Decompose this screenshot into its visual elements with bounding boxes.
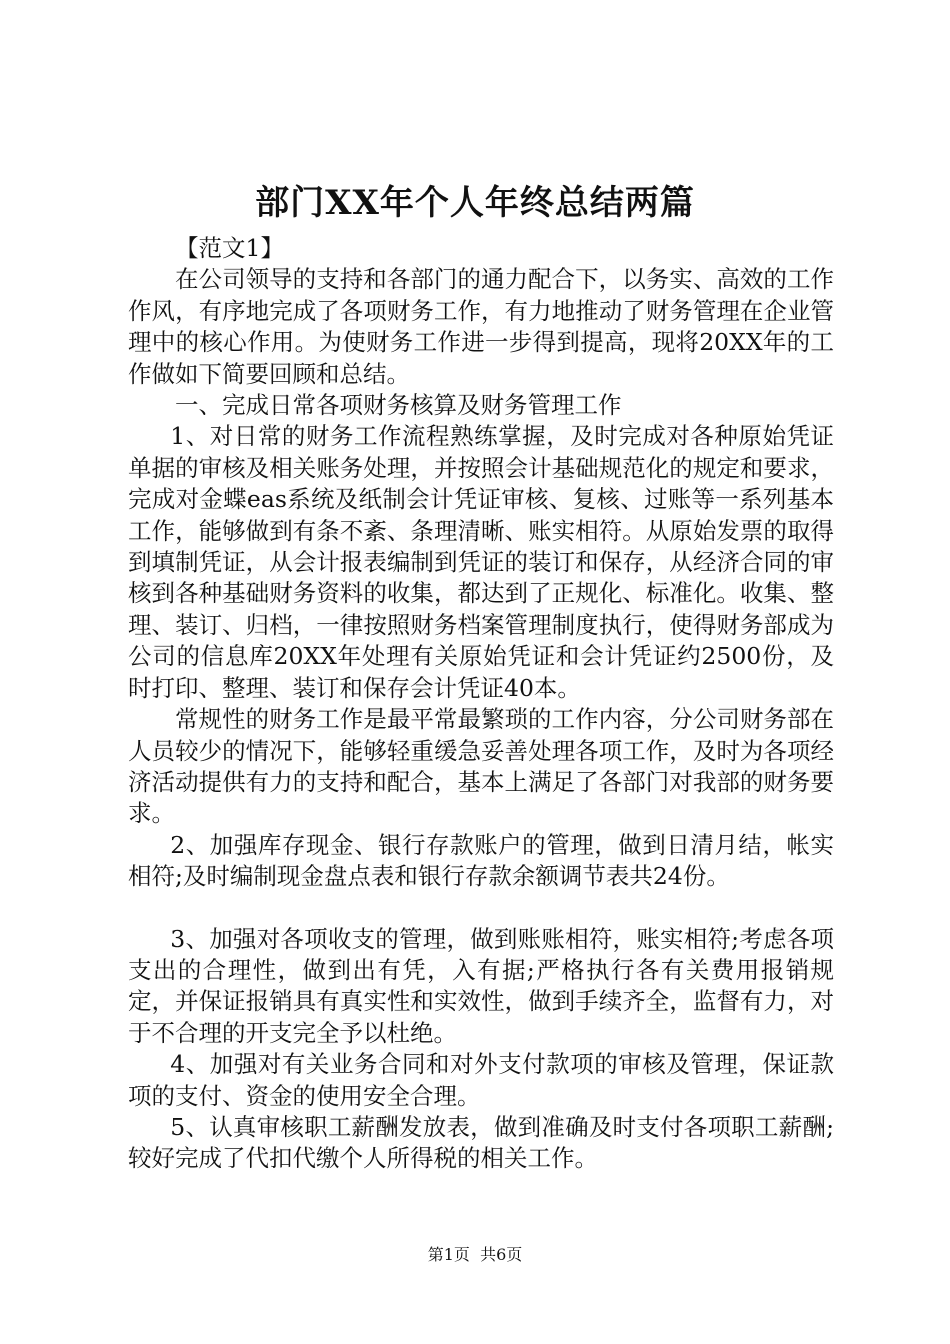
page-footer: 第1页 共6页 bbox=[427, 1245, 523, 1264]
item-4-paragraph: 4、加强对有关业务合同和对外支付款项的审核及管理，保证款项的支付、资金的使用安全合理。 bbox=[128, 1050, 834, 1110]
item-1-paragraph: 1、对日常的财务工作流程熟练掌握，及时完成对各种原始凭证单据的审核及相关账务处理，并按照会计基础规范化的规定和要求，完成对金蝶eas系统及纸制会计凭证审核、复核、过账等一系列基本工作，能够做到有条不紊、条理清晰、账实相符。从原始发票的取得到填制凭证，从会计报表编制到凭证的装订和保存，从经济合同的审核到各种基础财务资料的收集，都达到了正规化、标准化。收集、整理、装订、归档，一律按照财务档案管理制度执行，使得财务部成为公司的信息库20XX年处理有关原始凭证和会计凭证约2500份，及时打印、整理、装订和保存会计凭证40本。 bbox=[128, 422, 834, 702]
item-3-paragraph: 3、加强对各项收支的管理，做到账账相符，账实相符;考虑各项支出的合理性，做到出有凭，入有据;严格执行各有关费用报销规定，并保证报销具有真实性和实效性，做到手续齐全，监督有力，对于不合理的开支完全予以杜绝。 bbox=[128, 924, 834, 1047]
intro-paragraph: 在公司领导的支持和各部门的通力配合下，以务实、高效的工作作风，有序地完成了各项财务工作，有力地推动了财务管理在企业管理中的核心作用。为使财务工作进一步得到提高，现将20XX年的工作做如下简要回顾和总结。 bbox=[128, 265, 834, 388]
section-heading: 一、完成日常各项财务核算及财务管理工作 bbox=[175, 391, 622, 420]
sample-heading: 【范文1】 bbox=[175, 234, 284, 262]
blank-line bbox=[128, 893, 834, 924]
item-5-paragraph: 5、认真审核职工薪酬发放表，做到准确及时支付各项职工薪酬;较好完成了代扣代缴个人所得税的相关工作。 bbox=[128, 1112, 834, 1173]
document-title: 部门XX年个人年终总结两篇 bbox=[255, 183, 695, 223]
item-2-paragraph: 2、加强库存现金、银行存款账户的管理，做到日清月结，帐实相符;及时编制现金盘点表和银行存款余额调节表共24份。 bbox=[128, 830, 834, 891]
document-body bbox=[128, 233, 834, 1175]
routine-work-paragraph: 常规性的财务工作是最平常最繁琐的工作内容，分公司财务部在人员较少的情况下，能够轻重缓急妥善处理各项工作，及时为各项经济活动提供有力的支持和配合，基本上满足了各部门对我部的财务要求。 bbox=[128, 705, 834, 828]
